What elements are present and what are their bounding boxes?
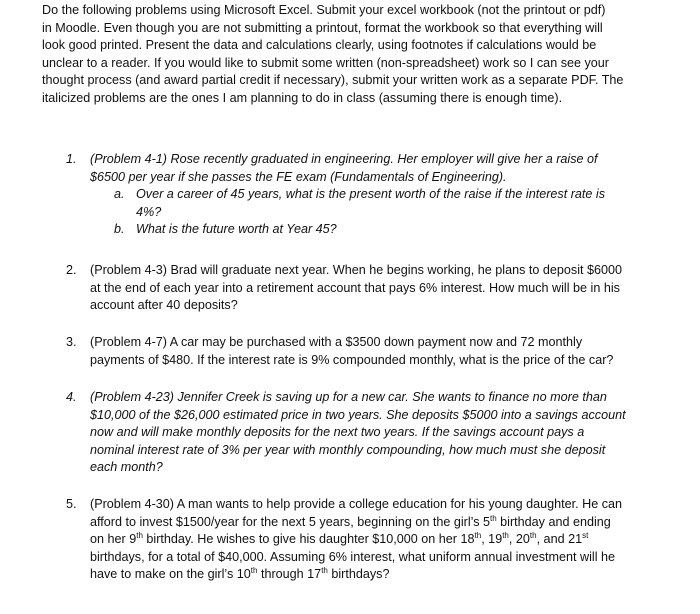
problem-text: $6500 per year if she passes the FE exam (Fundamentals of Engineering). xyxy=(90,169,507,184)
instructions-line: look good printed. Present the data and calculations clearly, using footnotes if calculations would be xyxy=(42,38,597,53)
problem-number: 2. xyxy=(66,263,77,277)
problem-text: birthdays, for a total of $40,000. Assuming 6% interest, what uniform annual investment will he xyxy=(90,549,616,564)
problem-text: nominal interest rate of 3% per year with monthly compounding, how much must she deposit xyxy=(90,442,606,457)
problem-4 xyxy=(66,389,686,477)
instructions-line: unclear to a reader. If you would like to submit some written (non-spreadsheet) work so I can see your xyxy=(42,55,609,70)
instructions-line: in Moodle. Even though you are not submitting a printout, format the workbook so that everything will xyxy=(42,20,603,35)
problem-text: on her 9th birthday. He wishes to give his daughter $10,000 on her 18th, 19th, 20th, and 21st xyxy=(90,531,589,547)
problem-text: account after 40 deposits? xyxy=(90,298,238,313)
subquestion-a xyxy=(114,186,686,221)
instructions-paragraph xyxy=(42,2,682,108)
subquestion-text: Over a career of 45 years, what is the present worth of the raise if the interest rate is xyxy=(136,187,605,202)
problem-text: (Problem 4-3) Brad will graduate next year. When he begins working, he plans to deposit $6000 xyxy=(90,263,623,277)
problem-2 xyxy=(66,262,686,315)
problem-text: (Problem 4-23) Jennifer Creek is saving up for a new car. She wants to finance no more than xyxy=(90,390,607,404)
problem-text: now and will make monthly deposits for the next two years. If the savings account pays a xyxy=(90,425,585,440)
subquestion-letter: b. xyxy=(114,222,125,237)
problem-text: (Problem 4-30) A man wants to help provide a college education for his young daughter. He can xyxy=(90,497,623,511)
instructions-line: italicized problems are the ones I am planning to do in class (assuming there is enough time). xyxy=(42,90,563,105)
subquestion-letter: a. xyxy=(114,187,125,202)
problem-text: (Problem 4-1) Rose recently graduated in engineering. Her employer will give her a raise of xyxy=(90,152,598,166)
problem-number: 5. xyxy=(66,497,77,511)
problem-1 xyxy=(66,151,686,239)
instructions-line: thought process (and award partial credit if necessary), submit your written work as a separate PDF. The xyxy=(42,73,624,88)
subquestion-b xyxy=(114,221,686,239)
problem-number: 3. xyxy=(66,335,77,349)
problem-text: afford to invest $1500/year for the next 5 years, beginning on the girl’s 5th birthday and ending xyxy=(90,513,611,529)
problem-number: 4. xyxy=(66,390,77,404)
problem-number: 1. xyxy=(66,152,77,166)
problem-5 xyxy=(66,496,686,584)
problem-text: each month? xyxy=(90,460,163,475)
problem-text: $10,000 of the $26,000 estimated price in two years. She deposits $5000 into a savings account xyxy=(90,407,626,422)
subquestion-text: What is the future worth at Year 45? xyxy=(136,222,337,237)
problem-text: payments of $480. If the interest rate is 9% compounded monthly, what is the price of the car? xyxy=(90,352,614,367)
problem-text: at the end of each year into a retirement account that pays 6% interest. How much will be in his xyxy=(90,280,620,295)
problem-text: have to make on the girl’s 10th through 17th birthdays? xyxy=(90,566,390,582)
instructions-line: Do the following problems using Microsoft Excel. Submit your excel workbook (not the printout or pdf) xyxy=(42,3,606,17)
problem-3 xyxy=(66,334,686,369)
problem-text: (Problem 4-7) A car may be purchased with a $3500 down payment now and 72 monthly xyxy=(90,335,583,349)
subquestion-text: 4%? xyxy=(136,204,162,219)
